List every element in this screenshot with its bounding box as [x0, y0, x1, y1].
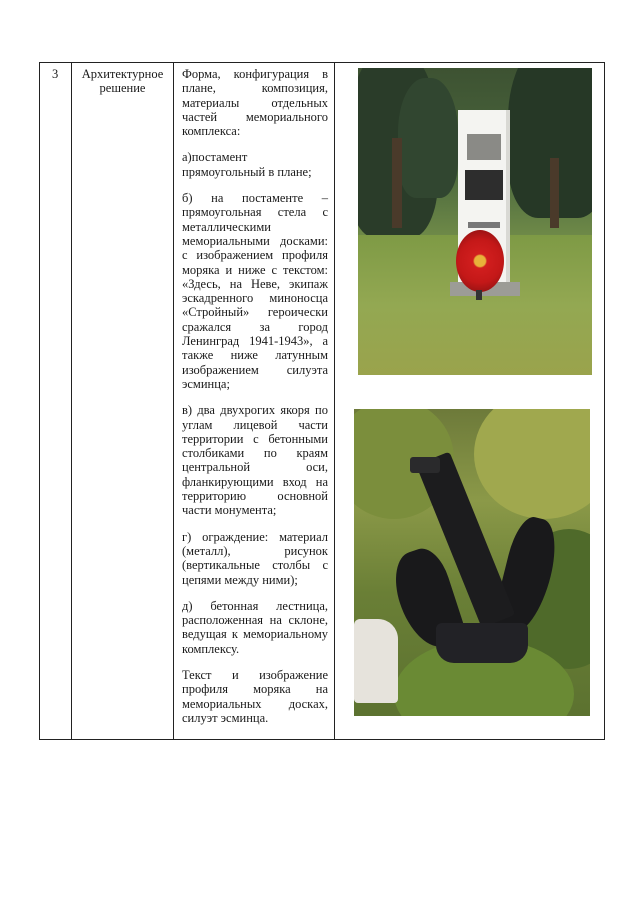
description-paragraph: в) два двухрогих якоря по углам лицевой части территории с бетонными столбиками по краям центральной оси, фланкирующими вход на территорию основной части монумента;: [182, 403, 328, 518]
description-paragraph: Текст и изображение профиля моряка на мемориальных досках, силуэт эсминца.: [182, 667, 328, 725]
wreath: [456, 230, 504, 292]
concrete-post: [354, 619, 398, 703]
description-paragraph: Форма, конфигурация в плане, композиция, материалы отдельных частей мемориального комплекса:: [182, 67, 328, 139]
anchor-photo: [354, 409, 590, 716]
description-paragraph: д) бетонная лестница, расположенная на склоне, ведущая к мемориальному комплексу.: [182, 598, 328, 656]
row-number: 3: [52, 67, 59, 81]
column-divider: [334, 63, 335, 739]
row-title: Архитектурное решение: [81, 67, 164, 95]
heritage-table: [39, 62, 605, 740]
description-paragraph: а)постамент прямоугольный в плане;: [182, 150, 312, 179]
description-paragraph: б) на постаменте – прямоугольная стела с металлическими мемориальными досками: с изображением профиля моряка и ниже с текстом: «Здесь, на Неве, экипаж эскадренного миноносца «Стройный» героически сражался за город Ленинград 1941-1943», а также ниже латунным изображением силуэта эсминца;: [182, 191, 328, 391]
row-description: [174, 63, 334, 737]
column-divider: [71, 63, 72, 739]
memorial-photo: [358, 68, 592, 375]
description-paragraph: г) ограждение: материал (металл), рисунок (вертикальные столбы с цепями между ними);: [182, 529, 328, 587]
